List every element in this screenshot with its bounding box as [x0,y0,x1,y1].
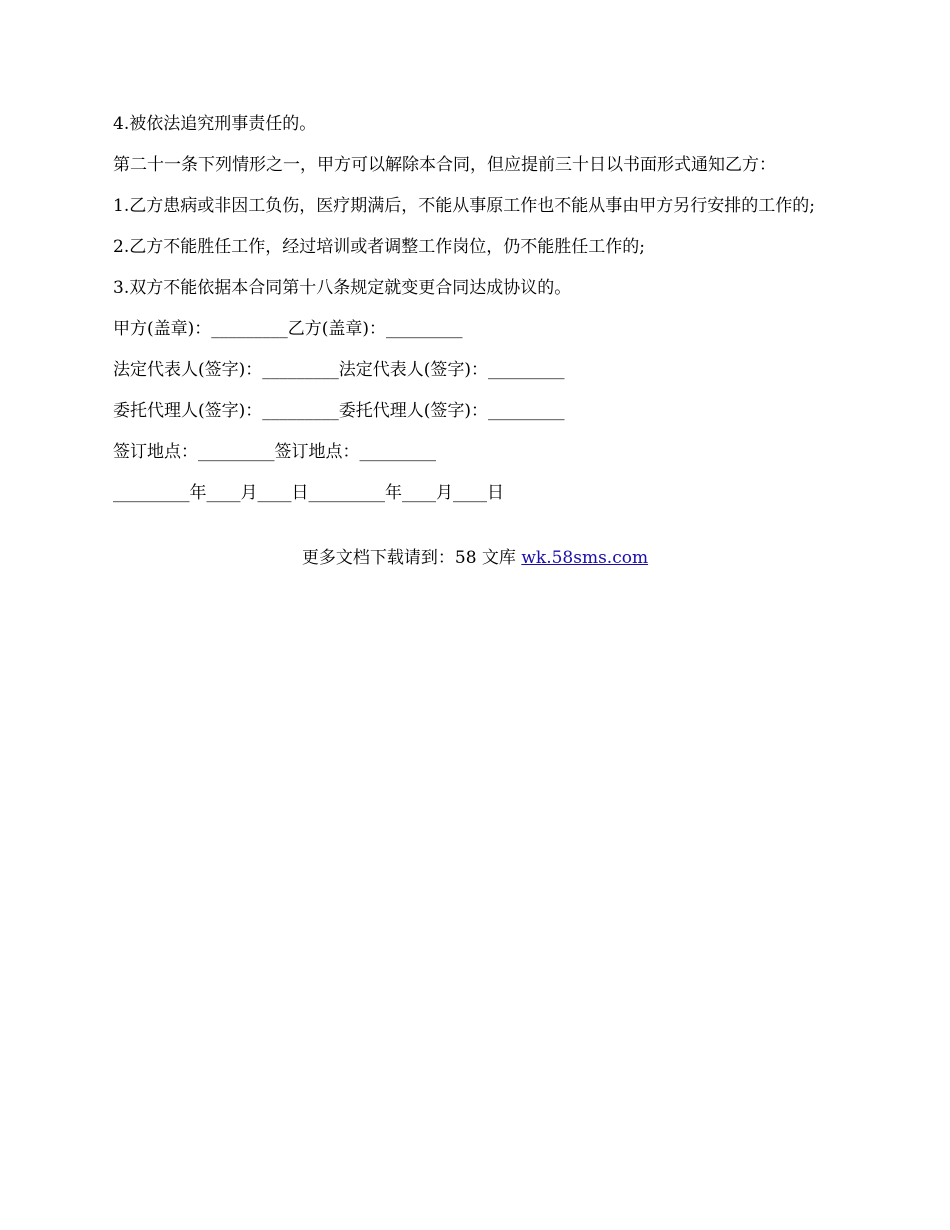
signature-seal-line: 甲方(盖章)：_________乙方(盖章)：_________ [113,319,463,339]
signature-agent-line: 委托代理人(签字)：_________委托代理人(签字)：_________ [113,401,565,421]
paragraph-item-4: 4.被依法追究刑事责任的。 [113,114,317,134]
footer-link[interactable]: wk.58sms.com [521,548,649,568]
paragraph-item-2: 2.乙方不能胜任工作，经过培训或者调整工作岗位，仍不能胜任工作的; [113,237,645,257]
paragraph-item-1: 1.乙方患病或非因工负伤，医疗期满后，不能从事原工作也不能从事由甲方另行安排的工作的; [113,196,815,216]
signature-legal-rep-line: 法定代表人(签字)：_________法定代表人(签字)：_________ [113,360,565,380]
document-body [113,112,838,522]
clause-21-heading: 第二十一条下列情形之一，甲方可以解除本合同，但应提前三十日以书面形式通知乙方： [113,155,776,175]
signing-location-line: 签订地点：_________签订地点：_________ [113,442,436,462]
download-footer [0,546,950,570]
signing-date-line: _________年____月____日_________年____月____日 [113,483,504,503]
paragraph-item-3: 3.双方不能依据本合同第十八条规定就变更合同达成协议的。 [113,278,572,298]
footer-text: 更多文档下载请到：58 文库 [301,548,522,568]
